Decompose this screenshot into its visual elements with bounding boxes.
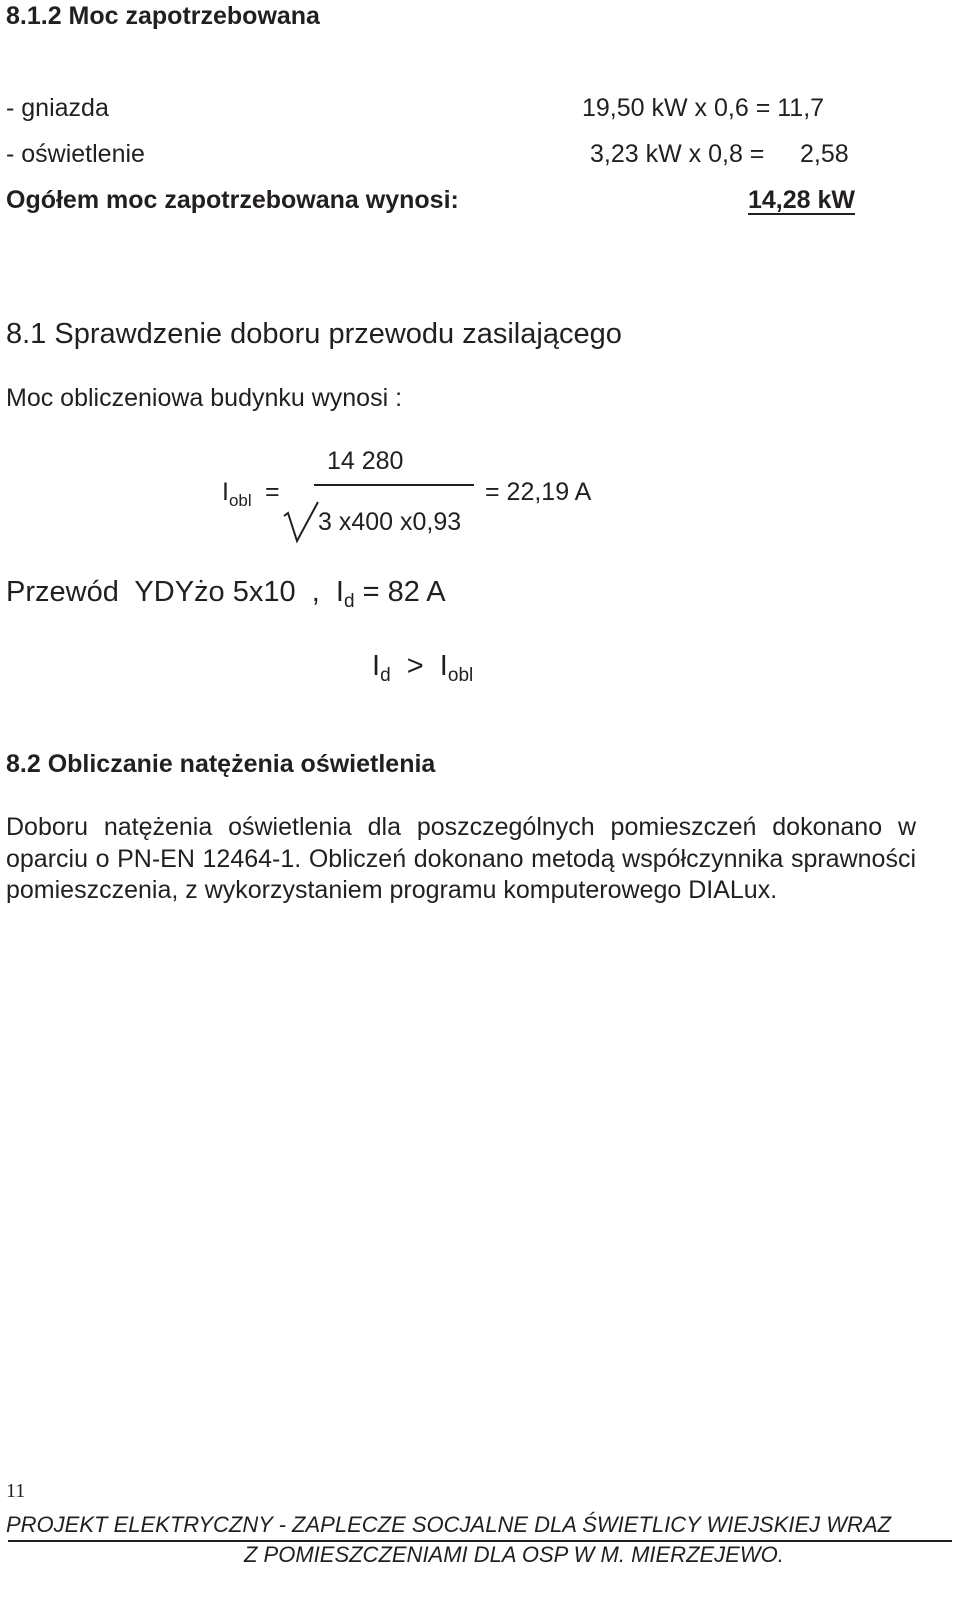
row-oswietlenie-label: - oświetlenie: [6, 140, 145, 168]
formula-lhs-symbol: I: [222, 478, 229, 506]
row-oswietlenie-calc: 3,23 kW x 0,8 =: [590, 140, 765, 168]
condition-line: [372, 650, 474, 686]
formula-lhs-subscript: obl: [228, 491, 252, 510]
section-812-title: 8.1.2 Moc zapotrzebowana: [6, 2, 320, 30]
condition-operator: > I: [390, 650, 448, 682]
condition-left-subscript: d: [380, 665, 391, 686]
formula-equals: =: [265, 478, 280, 506]
footer-line-2: Z POMIESZCZENIAMI DLA OSP W M. MIERZEJEWO.: [244, 1542, 784, 1567]
cable-line: [6, 576, 446, 612]
section-81-intro: Moc obliczeniowa budynku wynosi :: [6, 384, 403, 412]
footer-line-1: PROJEKT ELEKTRYCZNY - ZAPLECZE SOCJALNE DLA ŚWIETLICY WIEJSKIEJ WRAZ: [6, 1512, 892, 1537]
formula-numerator: 14 280: [327, 447, 404, 475]
formula-denominator: 3 x400 x0,93: [318, 508, 462, 536]
section-82-paragraph: Doboru natężenia oświetlenia dla poszczególnych pomieszczeń dokonano w oparciu o PN-EN 12464-1. Obliczeń dokonano metodą współczynnika sprawności pomieszczenia, z wykorzystaniem programu komputerowego DIALux.: [6, 813, 916, 904]
section-81-title: 8.1 Sprawdzenie doboru przewodu zasilającego: [6, 318, 622, 350]
total-label: Ogółem moc zapotrzebowana wynosi:: [6, 186, 459, 214]
cable-value: = 82 A: [354, 576, 446, 608]
formula-lhs: [222, 478, 252, 510]
condition-right-subscript: obl: [447, 665, 474, 686]
row-gniazda-label: - gniazda: [6, 94, 109, 122]
total-value: 14,28 kW: [748, 186, 856, 214]
cable-text: Przewód YDYżo 5x10 , I: [6, 576, 344, 608]
fraction-bar: [314, 484, 474, 486]
formula-result: = 22,19 A: [485, 478, 592, 506]
square-root-icon: [282, 500, 322, 544]
section-82-title: 8.2 Obliczanie natężenia oświetlenia: [6, 750, 436, 778]
condition-left: I: [372, 650, 381, 682]
row-oswietlenie-result: 2,58: [800, 140, 849, 168]
cable-subscript: d: [343, 591, 355, 612]
row-gniazda-value: 19,50 kW x 0,6 = 11,7: [582, 94, 825, 122]
page-number: 11: [6, 1480, 26, 1502]
